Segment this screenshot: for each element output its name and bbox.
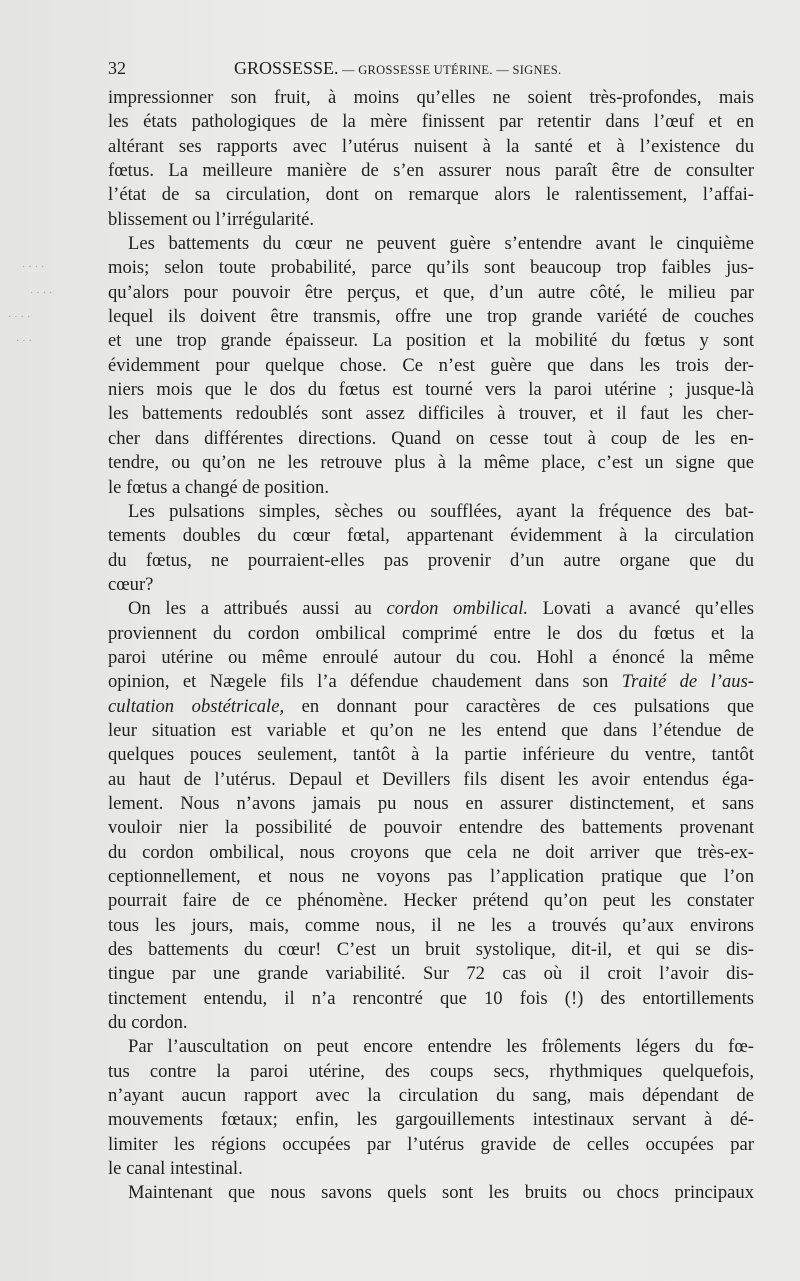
text-line: ceptionnellement, et nous ne voyons pas l’application pratique que l’on: [108, 866, 754, 887]
italic-title: Traité de l’aus-: [621, 671, 754, 693]
text-line: tinctement entendu, il n’a rencontré que 10 fois (!) des entortillements: [108, 987, 754, 1009]
text-line: n’ayant aucun rapport avec la circulation du sang, mais dépendant de: [108, 1085, 754, 1107]
text-line: les battements redoublés sont assez difficiles à trouver, et il faut les cher-: [108, 403, 754, 425]
text-run: Lovati a avancé qu’elles: [528, 598, 754, 620]
running-head: [234, 58, 561, 79]
running-head-title: GROSSESSE.: [234, 58, 339, 78]
text-line: tendre, ou qu’on ne les retrouve plus à la même place, c’est un signe que: [108, 452, 754, 474]
text-line: pourrait faire de ce phénomène. Hecker prétend qu’on peut les constater: [108, 890, 754, 912]
margin-note: · · · ·: [8, 312, 31, 323]
text-line: quelques pouces seulement, tantôt à la partie inférieure du ventre, tantôt: [108, 744, 754, 766]
text-line: limiter les régions occupées par l’utérus gravide de celles occupées par: [108, 1133, 754, 1155]
text-line: tingue par une grande variabilité. Sur 72 cas où il croit l’avoir dis-: [108, 963, 754, 985]
text-line: tements doubles du cœur fœtal, appartenant évidemment à la circulation: [108, 525, 754, 547]
text-line: l’état de sa circulation, dont on remarque alors le ralentissement, l’affai-: [108, 184, 754, 206]
margin-annotations: [0, 248, 100, 358]
italic-title: cultation obstétricale,: [108, 695, 285, 717]
running-head-subtitle-b: SIGNES.: [512, 63, 562, 77]
text-line: fœtus. La meilleure manière de s’en assurer nous paraît être de consulter: [108, 160, 754, 182]
margin-note: · · · ·: [30, 288, 53, 299]
text-run: en donnant pour caractères de ces pulsations que: [284, 695, 755, 717]
text-line: proviennent du cordon ombilical comprimé entre le dos du fœtus et la: [108, 622, 754, 644]
running-head-separator: —: [492, 63, 513, 77]
text-line: Les pulsations simples, sèches ou soufflées, ayant la fréquence des bat-: [128, 500, 754, 522]
text-line: le fœtus a changé de position.: [108, 476, 330, 498]
text-line: Les battements du cœur ne peuvent guère s’entendre avant le cinquième: [128, 233, 754, 255]
text-line: le canal intestinal.: [108, 1158, 243, 1180]
text-line: des battements du cœur! C’est un bruit systolique, dit-il, et qui se dis-: [108, 939, 754, 961]
text-line: [108, 597, 754, 621]
text-line: paroi utérine ou même enroulé autour du cou. Hohl a énoncé la même: [108, 646, 754, 668]
text-line: altérant ses rapports avec l’utérus nuisent à la santé et à l’existence du: [108, 135, 754, 157]
body-text: [108, 86, 754, 1206]
italic-title: cordon ombilical.: [386, 598, 529, 620]
text-line: et une trop grande épaisseur. La position et la mobilité du fœtus y sont: [108, 330, 754, 352]
text-line: évidemment pour quelque chose. Ce n’est guère que dans les trois der-: [108, 354, 754, 376]
running-head-subtitle-a: GROSSESSE UTÉRINE.: [358, 63, 493, 77]
text-line: lequel ils doivent être transmis, offre une trop grande variété de couches: [108, 306, 754, 328]
text-line: vouloir nier la possibilité de pouvoir entendre des battements provenant: [108, 817, 754, 839]
text-line: au haut de l’utérus. Depaul et Devillers fils disent les avoir entendus éga-: [108, 768, 754, 790]
text-line: cher dans différentes directions. Quand on cesse tout à coup de les en-: [108, 427, 754, 449]
text-line: les états pathologiques de la mère finissent par retentir dans l’œuf et en: [108, 111, 754, 133]
text-line: cœur?: [108, 573, 154, 595]
page-header: [108, 58, 754, 82]
text-line: blissement ou l’irrégularité.: [108, 208, 315, 230]
text-line: niers mois que le dos du fœtus est tourné vers la paroi utérine ; jusque-là: [108, 379, 754, 401]
text-line: [108, 695, 754, 719]
text-line: du cordon.: [108, 1012, 188, 1034]
text-line: [108, 670, 754, 694]
text-line: du cordon ombilical, nous croyons que cela ne doit arriver que très-ex-: [108, 841, 754, 863]
text-line: qu’alors pour pouvoir être perçus, et que, d’un autre côté, le milieu par: [108, 281, 754, 303]
text-line: tus contre la paroi utérine, des coups secs, rhythmiques quelquefois,: [108, 1060, 754, 1082]
text-run: opinion, et Nægele fils l’a défendue chaudement dans son: [108, 671, 622, 693]
margin-note: · · · ·: [22, 262, 45, 273]
text-line: lement. Nous n’avons jamais pu nous en assurer distinctement, et sans: [108, 792, 754, 814]
text-line: mois; selon toute probabilité, parce qu’ils sont beaucoup trop faibles jus-: [108, 257, 754, 279]
text-line: du fœtus, ne pourraient-elles pas provenir d’un autre organe que du: [108, 549, 754, 571]
text-line: impressionner son fruit, à moins qu’elles ne soient très-profondes, mais: [108, 87, 754, 108]
text-line: Maintenant que nous savons quels sont les bruits ou chocs principaux: [128, 1182, 754, 1204]
text-line: leur situation est variable et qu’on ne les entend que dans l’étendue de: [108, 719, 754, 741]
page-number: 32: [108, 58, 126, 78]
margin-note: · · ·: [16, 336, 32, 347]
text-line: mouvements fœtaux; enfin, les gargouillements intestinaux servant à dé-: [108, 1109, 754, 1131]
running-head-separator: —: [338, 63, 359, 77]
text-line: tous les jours, mais, comme nous, il ne les a trouvés qu’aux environs: [108, 914, 754, 936]
text-line: Par l’auscultation on peut encore entendre les frôlements légers du fœ-: [128, 1036, 754, 1058]
text-run: On les a attribués aussi au: [128, 598, 387, 620]
